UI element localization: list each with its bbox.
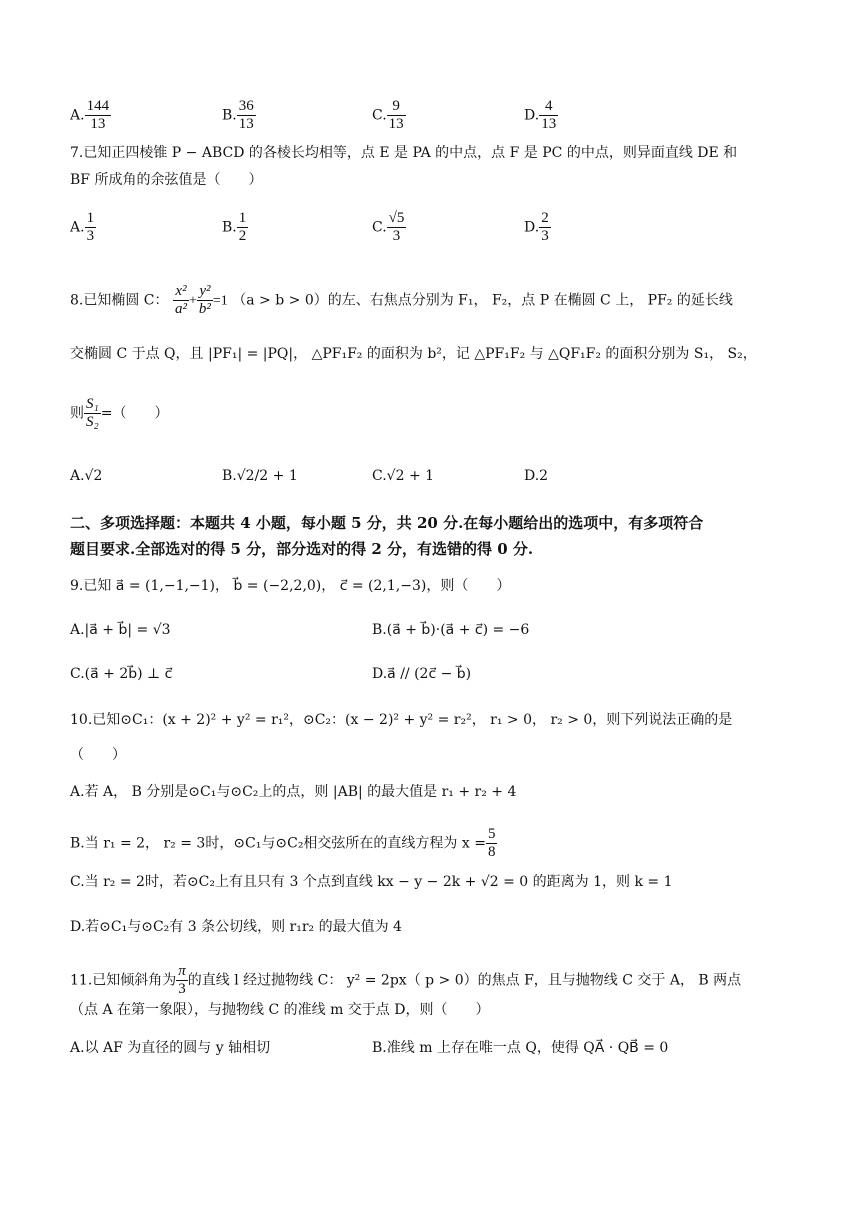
q10-option-d[interactable]: D.若⊙C₁与⊙C₂有 3 条公切线，则 r₁r₂ 的最大值为 4 [70, 919, 402, 935]
fraction: $\frac{144}{13}$ [86, 98, 110, 132]
fraction: $\frac{5}{8}$ [487, 826, 496, 860]
section-heading-line2: 题目要求.全部选对的得 5 分，部分选对的得 2 分，有选错的得 0 分. [70, 540, 534, 558]
q8-stem-line2: 交椭圆 C 于点 Q，且 |PF₁| = |PQ|， △PF₁F₂ 的面积为 b²，记 △PF₁F₂ 与 △QF₁F₂ 的面积分别为 S₁， S₂， [70, 346, 757, 362]
fraction: $\frac{2}{3}$ [541, 210, 549, 244]
q8-option-b[interactable]: B.√2/2 + 1 [222, 468, 298, 484]
ellipse-x-term: $\frac{\text{x²}}{\text{a²}}$ [174, 283, 187, 317]
section-heading-line1: 二、多项选择题：本题共 4 小题，每小题 5 分，共 20 分.在每小题给出的选项中，有多项符合 [70, 514, 704, 532]
fraction: $\frac{9}{13}$ [388, 98, 404, 132]
q8-stem-line3: 则 $\frac{\text{S₁}}{\text{S₂}}$ =（ ） [70, 396, 169, 430]
fraction: $\frac{1}{2}$ [238, 210, 247, 244]
ellipse-y-term: $\frac{\text{y²}}{\text{b²}}$ [198, 283, 211, 317]
q10-option-c[interactable]: C.当 r₂ = 2时，若⊙C₂上有且只有 3 个点到直线 kx − y − 2k + √2 = 0 的距离为 1，则 k = 1 [70, 874, 673, 890]
q7-stem-line1: 7.已知正四棱锥 P − ABCD 的各棱长均相等，点 E 是 PA 的中点，点 F 是 PC 的中点，则异面直线 DE 和 [70, 145, 738, 161]
q10-stem-line1: 10.已知⊙C₁：(x + 2)² + y² = r₁²，⊙C₂：(x − 2)² + y² = r₂²， r₁ > 0， r₂ > 0，则下列说法正确的是 [70, 712, 733, 728]
q8-option-a[interactable]: A.√2 [70, 468, 103, 484]
q6-option-a[interactable]: A. $\frac{144}{13}$ [70, 98, 110, 132]
area-ratio: $\frac{\text{S₁}}{\text{S₂}}$ [86, 396, 99, 430]
q9-option-b[interactable]: B.(a⃗ + b⃗)·(a⃗ + c⃗) = −6 [372, 622, 530, 638]
q11-stem-line2: （点 A 在第一象限），与抛物线 C 的准线 m 交于点 D，则（ ） [70, 1002, 490, 1018]
q7-option-d[interactable]: D. $\frac{2}{3}$ [524, 210, 549, 244]
q10-stem-line2: （ ） [70, 747, 126, 763]
q8-option-c[interactable]: C.√2 + 1 [372, 468, 435, 484]
fraction-pi-over-3: $\frac{\pi}{3}$ [178, 963, 186, 997]
q9-option-a[interactable]: A.|a⃗ + b⃗| = √3 [70, 622, 171, 638]
fraction: $\frac{√5}{3}$ [388, 210, 405, 244]
q9-stem: 9.已知 a⃗ = (1,−1,−1)， b⃗ = (−2,2,0)， c⃗ = (2,1,−3)，则（ ） [70, 578, 511, 594]
fraction: $\frac{36}{13}$ [238, 98, 254, 132]
q11-stem-line1: 11.已知倾斜角为 $\frac{\pi}{3}$ 的直线 l 经过抛物线 C： y² = 2px（ p > 0）的焦点 F，且与抛物线 C 交于 A， B 两点 [70, 963, 742, 997]
q11-option-b[interactable]: B.准线 m 上存在唯一点 Q，使得 QA⃗ · QB⃗ = 0 [372, 1040, 669, 1056]
q7-option-a[interactable]: A. $\frac{1}{3}$ [70, 210, 95, 244]
q7-option-c[interactable]: C. $\frac{√5}{3}$ [372, 210, 405, 244]
q9-option-c[interactable]: C.(a⃗ + 2b⃗) ⊥ c⃗ [70, 666, 173, 682]
q7-stem-line2: BF 所成角的余弦值是（ ） [70, 172, 263, 188]
q8-stem-line1: 8.已知椭圆 C： $\frac{\text{x²}}{\text{a²}}$ + $\frac{\text{y²}}{\text{b²}}$ =1 （a > b > 0）的左、右焦点分别为 F₁， F₂，点 P 在椭圆 C 上， PF₂ 的延长线 [70, 283, 733, 317]
q6-option-d[interactable]: D. $\frac{4}{13}$ [524, 98, 557, 132]
q6-option-b[interactable]: B. $\frac{36}{13}$ [222, 98, 254, 132]
q10-option-b[interactable]: B.当 r₁ = 2， r₂ = 3时，⊙C₁与⊙C₂相交弦所在的直线方程为 x = $\frac{5}{8}$ [70, 826, 496, 860]
q6-option-c[interactable]: C. $\frac{9}{13}$ [372, 98, 404, 132]
fraction: $\frac{4}{13}$ [541, 98, 557, 132]
fraction: $\frac{1}{3}$ [86, 210, 95, 244]
q10-option-a[interactable]: A.若 A， B 分别是⊙C₁与⊙C₂上的点，则 |AB| 的最大值是 r₁ + r₂ + 4 [70, 784, 517, 800]
q8-option-d[interactable]: D.2 [524, 468, 549, 484]
q11-option-a[interactable]: A.以 AF 为直径的圆与 y 轴相切 [70, 1040, 271, 1056]
q7-option-b[interactable]: B. $\frac{1}{2}$ [222, 210, 247, 244]
q9-option-d[interactable]: D.a⃗ // (2c⃗ − b⃗) [372, 666, 472, 682]
